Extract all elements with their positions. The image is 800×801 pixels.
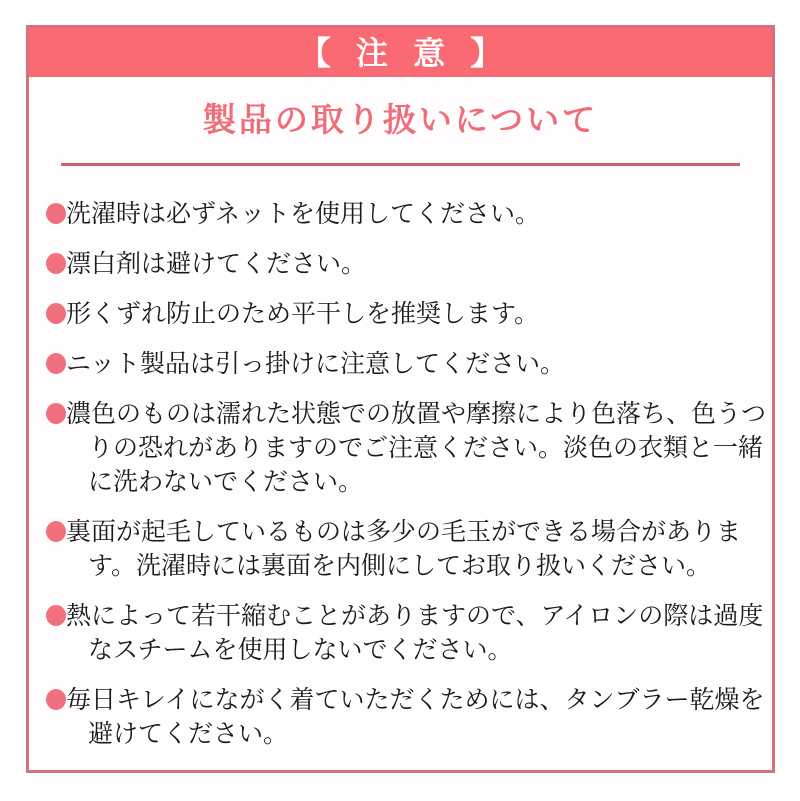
- care-instruction-text: ニット製品は引っ掛けに注意してください。: [66, 349, 566, 379]
- bullet-icon: [46, 353, 66, 374]
- care-instruction-item: [66, 599, 768, 667]
- care-instruction-item: [66, 683, 768, 751]
- page-title: 製品の取り扱いについて: [202, 100, 599, 139]
- bullet-icon: [46, 253, 66, 274]
- care-instruction-text: 形くずれ防止のため平干しを推奨します。: [66, 299, 540, 329]
- care-instruction-text: 洗濯時は必ずネットを使用してください。: [66, 199, 541, 229]
- bullet-icon: [46, 403, 66, 424]
- care-instructions-list: [29, 197, 772, 751]
- product-care-notice-panel: [26, 25, 775, 773]
- bullet-icon: [46, 303, 66, 324]
- bullet-icon: [46, 521, 66, 542]
- care-instruction-item: [66, 397, 768, 499]
- bullet-icon: [46, 203, 66, 224]
- care-instruction-text: 熱によって若干縮むことがありますので、アイロンの際は過度なスチームを使用しないでください。: [66, 601, 764, 665]
- care-instruction-item: [66, 247, 768, 281]
- care-instruction-item: [66, 197, 768, 231]
- bullet-icon: [46, 605, 66, 626]
- care-instruction-item: [66, 515, 768, 583]
- care-instruction-item: [66, 347, 768, 381]
- care-instruction-text: 漂白剤は避けてください。: [66, 249, 367, 279]
- bullet-icon: [46, 689, 66, 710]
- title-divider: [61, 163, 740, 166]
- caution-header-band: 【 注 意 】: [29, 28, 772, 77]
- care-instruction-text: 裏面が起毛しているものは多少の毛玉ができる場合があります。洗濯時には裏面を内側にしてお取り扱いください。: [66, 517, 742, 581]
- care-instruction-item: [66, 297, 768, 331]
- care-instruction-text: 毎日キレイにながく着ていただくためには、タンブラー乾燥を避けてください。: [66, 685, 765, 749]
- care-instruction-text: 濃色のものは濡れた状態での放置や摩擦により色落ち、色うつりの恐れがありますのでご注意ください。淡色の衣類と一緒に洗わないでください。: [66, 399, 767, 497]
